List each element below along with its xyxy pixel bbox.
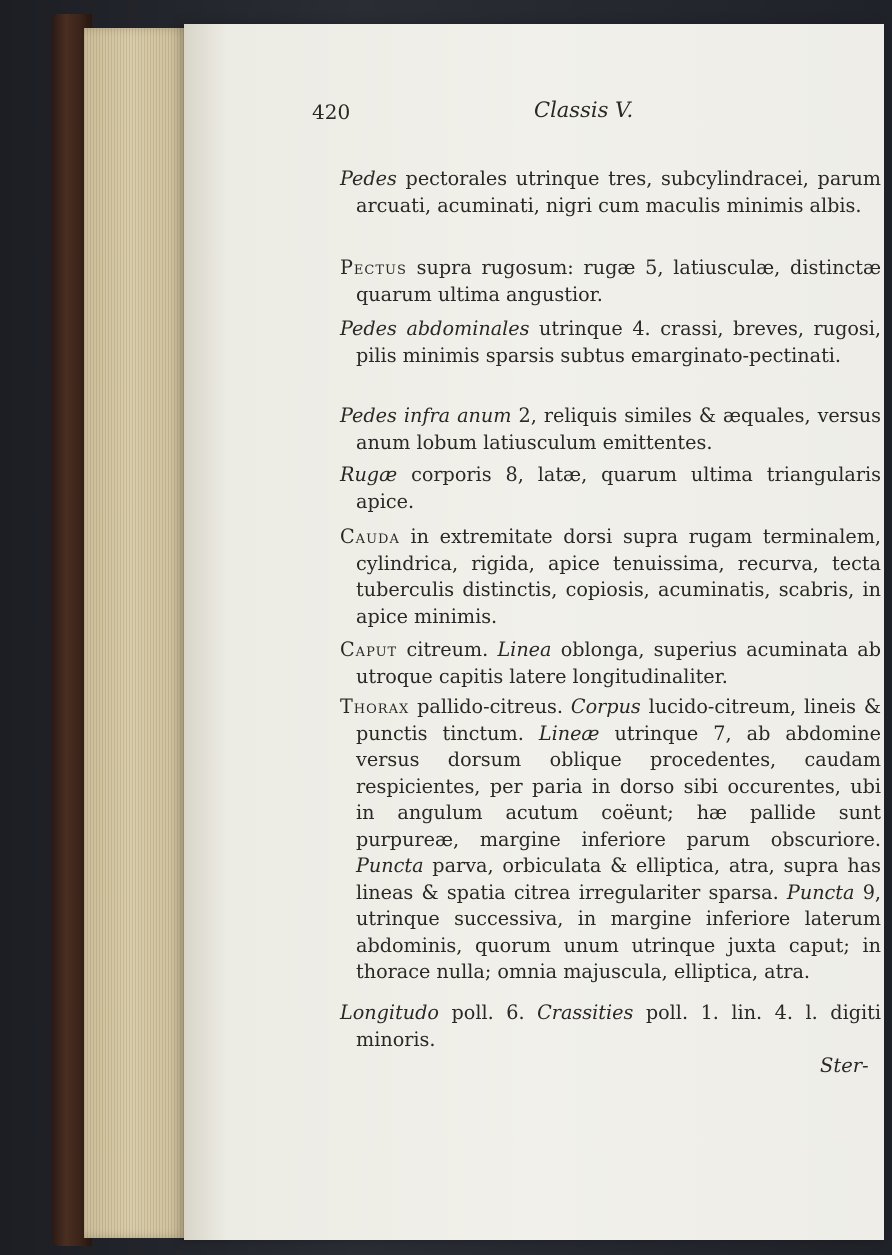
paragraph-text: pallido-citreus. — [409, 695, 563, 718]
lead-term: Thorax — [340, 695, 410, 718]
paragraph-caput — [340, 637, 881, 690]
paragraph-text: poll. 6. — [438, 1001, 525, 1024]
paragraph-text: parva, orbiculata & elliptica, atra, supra has lineas & spatia citrea irregulariter sparsa. — [356, 854, 881, 904]
lead-term: Pedes — [340, 167, 397, 190]
page-header — [184, 100, 884, 140]
paragraph-text: lucido-citreum, lineis & punctis tinctum. — [356, 695, 881, 745]
lead-term: Pedes infra anum — [340, 404, 512, 427]
page-number: 420 — [312, 100, 351, 124]
paragraph-text: oblonga, superius acuminata ab utroque capitis latere longitudinaliter. — [356, 638, 881, 688]
lead-term: Lineæ — [523, 721, 600, 745]
paragraph-text: corporis 8, latæ, quarum ultima triangularis apice. — [356, 463, 881, 513]
paragraph-pedes-abdominales — [340, 316, 881, 369]
paragraph-text: utrinque 7, ab abdomine versus dorsum oblique procedentes, caudam respicientes, per paria in dorso sibi occurentes, ubi in angulum acutum coëunt; hæ pallide sunt purpureæ, margine inferiore parum obscuriore. — [356, 721, 881, 851]
lead-term: Longitudo — [340, 1001, 439, 1024]
paragraph-text: 2, reliquis similes & æquales, versus anum lobum latiusculum emittentes. — [356, 404, 881, 454]
paragraph-thorax — [340, 694, 881, 986]
lead-term: Puncta — [356, 854, 424, 877]
paragraph-text: citreum. — [397, 638, 489, 661]
paragraph-rugae — [340, 462, 881, 515]
paragraph-cauda — [340, 524, 881, 630]
paragraph-text: 9, utrinque successiva, in margine inferiore laterum abdominis, quorum unum utrinque juxta caput; in thorace nulla; omnia majuscula, elliptica, atra. — [356, 880, 881, 983]
lead-term: Cauda — [340, 525, 400, 548]
lead-term: Puncta — [778, 880, 855, 904]
paragraph-text: utrinque tres, subcylindracei, parum arcuati, acuminati, nigri cum maculis minimis albis. — [356, 167, 881, 217]
lead-term: Caput — [340, 638, 398, 661]
lead-term: Pedes abdominales — [340, 317, 530, 340]
paragraph-pectus — [340, 255, 881, 308]
paragraph-text: pectorales — [396, 167, 508, 190]
paragraph-text: poll. 1. lin. 4. l. digiti minoris. — [356, 1001, 881, 1051]
paragraph-pedes-pectorales — [340, 166, 881, 219]
paragraph-text: in extremitate dorsi supra rugam terminalem, cylindrica, rigida, apice tenuissima, recurva, tecta tuberculis distinctis, copiosis, acuminatis, scabris, in apice minimis. — [356, 525, 881, 628]
lead-term: Corpus — [563, 695, 641, 718]
lead-term: Pectus — [340, 256, 407, 279]
book-page — [184, 24, 884, 1240]
lead-term: Crassities — [524, 1001, 634, 1024]
running-head: Classis V. — [534, 98, 634, 122]
paragraph-pedes-infra-anum — [340, 403, 881, 456]
lead-term: Rugæ — [340, 463, 398, 486]
paragraph-text: supra rugosum: rugæ 5, latiusculæ, distinctæ quarum ultima angustior. — [356, 256, 881, 306]
paragraph-longitudo — [340, 1000, 881, 1053]
lead-term: Linea — [488, 638, 552, 661]
catchword: Ster- — [820, 1054, 869, 1077]
paragraph-text: utrinque 4. crassi, breves, rugosi, pilis minimis sparsis subtus emarginato-pectinati. — [356, 317, 882, 367]
